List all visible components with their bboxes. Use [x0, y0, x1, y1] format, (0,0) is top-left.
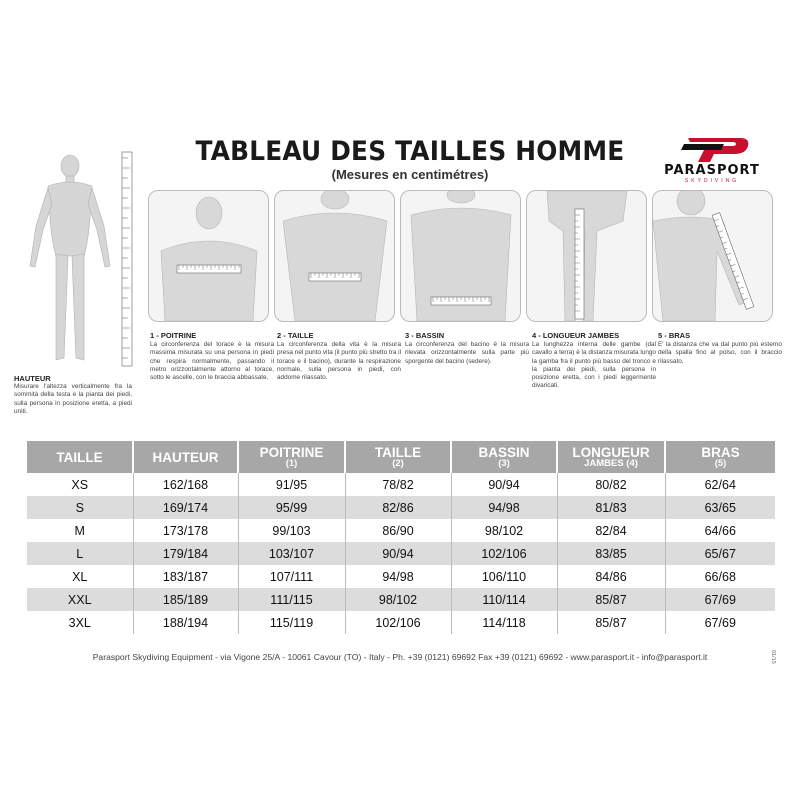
waist-caption-title: 2 - TAILLE — [277, 331, 314, 340]
table-cell: 106/110 — [451, 565, 557, 588]
table-cell: 82/86 — [345, 496, 451, 519]
table-row — [27, 588, 775, 611]
waist-caption — [277, 332, 401, 382]
table-cell: 62/64 — [665, 473, 775, 496]
col-header-hip: BASSIN (3) — [451, 441, 557, 473]
parasport-logo — [644, 134, 780, 186]
table-cell: 99/103 — [238, 519, 345, 542]
parasport-logo-mark — [644, 134, 780, 164]
table-cell: 94/98 — [451, 496, 557, 519]
table-cell: 183/187 — [133, 565, 238, 588]
table-cell: 85/87 — [557, 611, 665, 634]
col-header-size: TAILLE — [27, 441, 133, 473]
table-cell: 80/82 — [557, 473, 665, 496]
table-cell: 90/94 — [451, 473, 557, 496]
chest-caption — [150, 332, 274, 382]
table-cell: 64/66 — [665, 519, 775, 542]
height-caption — [14, 375, 132, 416]
logo-wordmark: PARASPORT — [664, 163, 760, 178]
table-cell: 173/178 — [133, 519, 238, 542]
table-cell: 107/111 — [238, 565, 345, 588]
legs-icon — [527, 191, 646, 321]
torso-waist-icon — [275, 191, 394, 321]
table-cell: 63/65 — [665, 496, 775, 519]
table-cell: 66/68 — [665, 565, 775, 588]
col-header-leg: LONGUEUR JAMBES (4) — [557, 441, 665, 473]
leg-caption-text: La lunghezza interna delle gambe (dal cavallo a terra) è la distanza misurata lungo la gamba fra il punto più basso del tronco e la pianta dei piedi, sulla persona in posizione eretta, con i piedi leggermente divaricati. — [532, 341, 656, 390]
arm-caption-text: E' la distanza che va dal punto più esterno della spalla fino al polso, con il braccio rilassato. — [658, 341, 782, 365]
table-cell: 103/107 — [238, 542, 345, 565]
table-cell: 102/106 — [451, 542, 557, 565]
page-title: TABLEAU DES TAILLES HOMME — [195, 136, 625, 167]
hip-caption-title: 3 - BASSIN — [405, 331, 445, 340]
table-cell: 3XL — [27, 611, 133, 634]
table-cell: 98/102 — [451, 519, 557, 542]
table-cell: 114/118 — [451, 611, 557, 634]
table-cell: 65/67 — [665, 542, 775, 565]
table-cell: L — [27, 542, 133, 565]
table-cell: 83/85 — [557, 542, 665, 565]
chest-measure-panel — [148, 190, 269, 322]
col-header-height: HAUTEUR — [133, 441, 238, 473]
size-table — [27, 441, 775, 634]
table-cell: XXL — [27, 588, 133, 611]
height-caption-title: HAUTEUR — [14, 374, 51, 383]
table-cell: 90/94 — [345, 542, 451, 565]
footer-contact: Parasport Skydiving Equipment - via Vigone 25/A - 10061 Cavour (TO) - Italy - Ph. +39 (0121) 69692 Fax +39 (0121) 69692 - www.parasport.it - info@parasport.it — [92, 652, 708, 662]
hip-caption-text: La circonferenza del bacino è la misura rilevata orizzontalmente sulla parte più sporgente del bacino (sedere). — [405, 341, 529, 365]
hip-measure-panel — [400, 190, 521, 322]
table-cell: 94/98 — [345, 565, 451, 588]
arm-caption — [658, 332, 782, 366]
document-code: 01/15 — [770, 650, 776, 664]
chest-caption-title: 1 - POITRINE — [150, 331, 197, 340]
table-cell: 67/69 — [665, 588, 775, 611]
table-row — [27, 519, 775, 542]
arm-icon — [653, 191, 772, 321]
page-subtitle: (Mesures en centimétres) — [331, 167, 489, 182]
table-cell: XS — [27, 473, 133, 496]
waist-caption-text: La circonferenza della vita è la misura presa nel punto vita (il punto più stretto tra il torace e il bacino), durante la respirazione normale, sulla persona in piedi, con addome rilassato. — [277, 341, 401, 382]
leg-caption-title: 4 - LONGUEUR JAMBES — [532, 331, 620, 340]
table-cell: 179/184 — [133, 542, 238, 565]
table-cell: 85/87 — [557, 588, 665, 611]
table-cell: 67/69 — [665, 611, 775, 634]
table-row — [27, 473, 775, 496]
table-cell: 91/95 — [238, 473, 345, 496]
leg-caption — [532, 332, 656, 390]
table-cell: 111/115 — [238, 588, 345, 611]
table-row — [27, 496, 775, 519]
table-cell: 81/83 — [557, 496, 665, 519]
torso-chest-icon — [149, 191, 268, 321]
table-cell: 95/99 — [238, 496, 345, 519]
table-cell: 98/102 — [345, 588, 451, 611]
col-header-arm: BRAS (5) — [665, 441, 775, 473]
waist-measure-panel — [274, 190, 395, 322]
col-header-chest: POITRINE (1) — [238, 441, 345, 473]
table-row — [27, 542, 775, 565]
height-caption-text: Misurare l'altezza verticalmente fra la sommità della testa e la pianta dei piedi, sulla persona in posizione eretta, a piedi uniti. — [14, 383, 132, 415]
hip-caption — [405, 332, 529, 366]
size-table-header — [27, 441, 775, 473]
logo-tagline: SKYDIVING — [684, 178, 740, 184]
arm-caption-title: 5 - BRAS — [658, 331, 691, 340]
table-row — [27, 565, 775, 588]
arm-length-panel — [652, 190, 773, 322]
table-cell: 188/194 — [133, 611, 238, 634]
table-cell: 110/114 — [451, 588, 557, 611]
leg-length-panel — [526, 190, 647, 322]
table-cell: 84/86 — [557, 565, 665, 588]
table-cell: 78/82 — [345, 473, 451, 496]
table-cell: XL — [27, 565, 133, 588]
table-cell: 86/90 — [345, 519, 451, 542]
table-cell: S — [27, 496, 133, 519]
torso-hip-icon — [401, 191, 520, 321]
table-cell: 115/119 — [238, 611, 345, 634]
col-header-waist: TAILLE (2) — [345, 441, 451, 473]
table-cell: 169/174 — [133, 496, 238, 519]
table-cell: 102/106 — [345, 611, 451, 634]
table-row — [27, 611, 775, 634]
full-body-figure — [18, 148, 140, 370]
table-cell: M — [27, 519, 133, 542]
table-cell: 82/84 — [557, 519, 665, 542]
chest-caption-text: La circonferenza del torace è la misura massima misurata su una persona in piedi che respira normalmente, passando il metro orizzontalmente attorno al torace, sotto le ascelle, con le braccia abbassate. — [150, 341, 274, 382]
table-cell: 185/189 — [133, 588, 238, 611]
table-cell: 162/168 — [133, 473, 238, 496]
